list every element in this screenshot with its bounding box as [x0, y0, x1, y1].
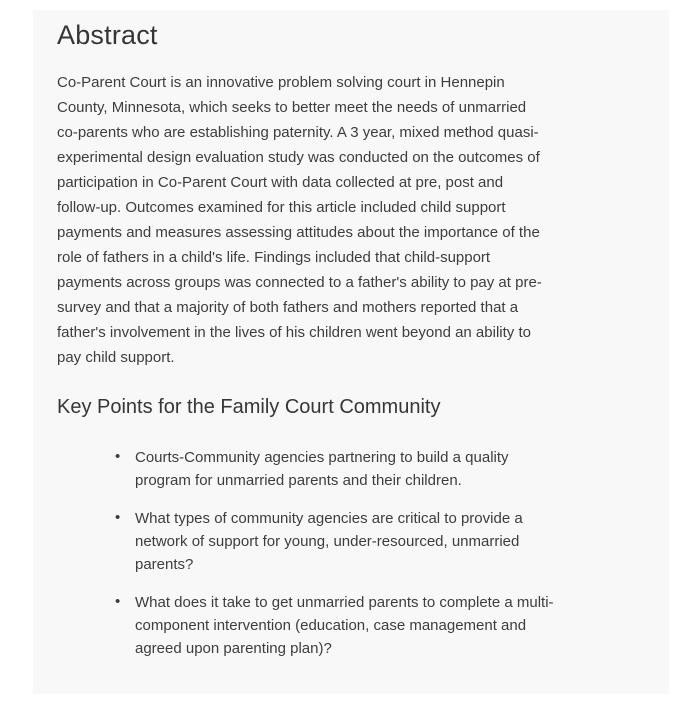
- key-points-list: [57, 446, 645, 660]
- key-point-item: [115, 446, 615, 492]
- bullet-icon: •: [115, 593, 121, 610]
- bullet-icon: •: [115, 509, 121, 526]
- bullet-icon: •: [115, 448, 121, 465]
- key-points-heading: Key Points for the Family Court Community: [57, 396, 441, 418]
- key-point-item: [115, 507, 615, 576]
- key-point-item: [115, 591, 615, 660]
- abstract-heading: Abstract: [57, 20, 158, 50]
- abstract-panel: [33, 10, 669, 694]
- key-point-text: Courts-Community agencies partnering to build a quality program for unmarried parents and their children.: [135, 449, 509, 489]
- key-point-text: What types of community agencies are critical to provide a network of support for young, under-resourced, unmarried parents?: [135, 510, 523, 573]
- abstract-paragraph: Co-Parent Court is an innovative problem solving court in Hennepin County, Minnesota, which seeks to better meet the needs of unmarried co-parents who are establishing paternity. A 3 year, mixed method quasi- experimental design evaluation study was conducted on the outcomes of participation in Co-Parent Court with data collected at pre, post and follow-up. Outcomes examined for this article included child support payments and measures assessing attitudes about the importance of the role of fathers in a child's life. Findings included that child-support payments across groups was connected to a father's ability to pay at pre- survey and that a majority of both fathers and mothers reported that a father's involvement in the lives of his children went beyond an ability to pay child support.: [57, 74, 542, 366]
- key-point-text: What does it take to get unmarried parents to complete a multi- component intervention (education, case management and agreed upon parenting plan)?: [135, 594, 554, 657]
